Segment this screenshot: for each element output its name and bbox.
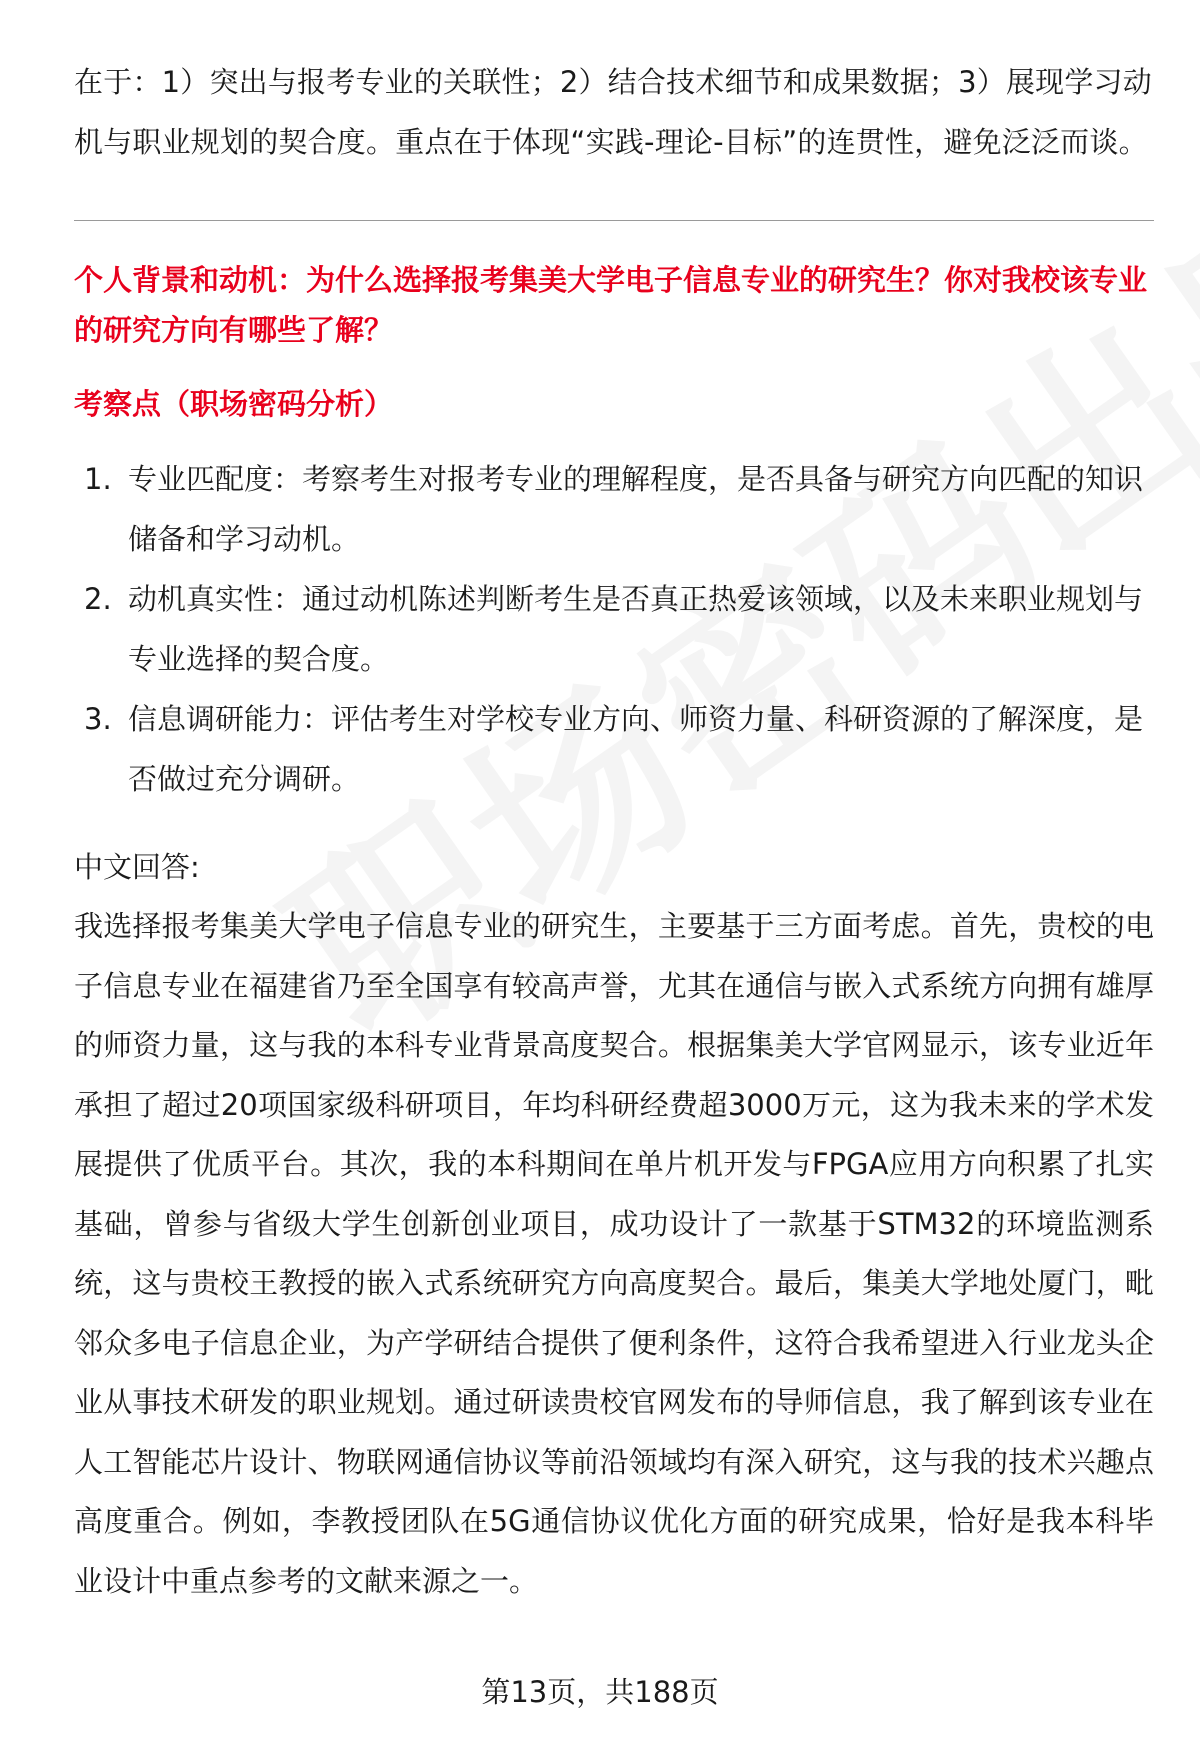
question-heading: 个人背景和动机：为什么选择报考集美大学电子信息专业的研究生？你对我校该专业的研究方向有哪些了解？ (74, 263, 1148, 347)
exam-point-item (74, 569, 1154, 689)
page-footer: 第13页，共188页 (481, 1675, 719, 1709)
exam-point-text: 信息调研能力：评估考生对学校专业方向、师资力量、科研资源的了解深度，是否做过充分调研。 (128, 702, 1144, 796)
answer-paragraph: 我选择报考集美大学电子信息专业的研究生，主要基于三方面考虑。首先，贵校的电子信息专业在福建省乃至全国享有较高声誉，尤其在通信与嵌入式系统方向拥有雄厚的师资力量，这与我的本科专业背景高度契合。根据集美大学官网显示，该专业近年承担了超过20项国家级科研项目，年均科研经费超3000万元，这为我未来的学术发展提供了优质平台。其次，我的本科期间在单片机开发与FPGA应用方向积累了扎实基础，曾参与省级大学生创新创业项目，成功设计了一款基于STM32的环境监测系统，这与贵校王教授的嵌入式系统研究方向高度契合。最后，集美大学地处厦门，毗邻众多电子信息企业，为产学研结合提供了便利条件，这符合我希望进入行业龙头企业从事技术研发的职业规划。通过研读贵校官网发布的导师信息，我了解到该专业在人工智能芯片设计、物联网通信协议等前沿领域均有深入研究，这与我的技术兴趣点高度重合。例如，李教授团队在5G通信协议优化方面的研究成果，恰好是我本科毕业设计中重点参考的文献来源之一。 (74, 909, 1154, 1598)
section-divider (74, 220, 1154, 221)
exam-points-heading: 考察点（职场密码分析） (74, 387, 394, 421)
exam-point-text: 专业匹配度：考察考生对报考专业的理解程度，是否具备与研究方向匹配的知识储备和学习动机。 (128, 462, 1144, 556)
exam-point-number: 2. (84, 582, 112, 616)
exam-point-number: 1. (84, 462, 112, 496)
document-page (74, 52, 1154, 1611)
exam-point-number: 3. (84, 702, 112, 736)
exam-point-item (74, 449, 1154, 569)
exam-points-list (74, 449, 1154, 809)
exam-point-text: 动机真实性：通过动机陈述判断考生是否真正热爱该领域，以及未来职业规划与专业选择的契合度。 (128, 582, 1144, 676)
intro-paragraph: 在于：1）突出与报考专业的关联性；2）结合技术细节和成果数据；3）展现学习动机与职业规划的契合度。重点在于体现“实践-理论-目标”的连贯性，避免泛泛而谈。 (74, 65, 1152, 159)
answer-label: 中文回答: (74, 850, 200, 884)
exam-point-item (74, 689, 1154, 809)
